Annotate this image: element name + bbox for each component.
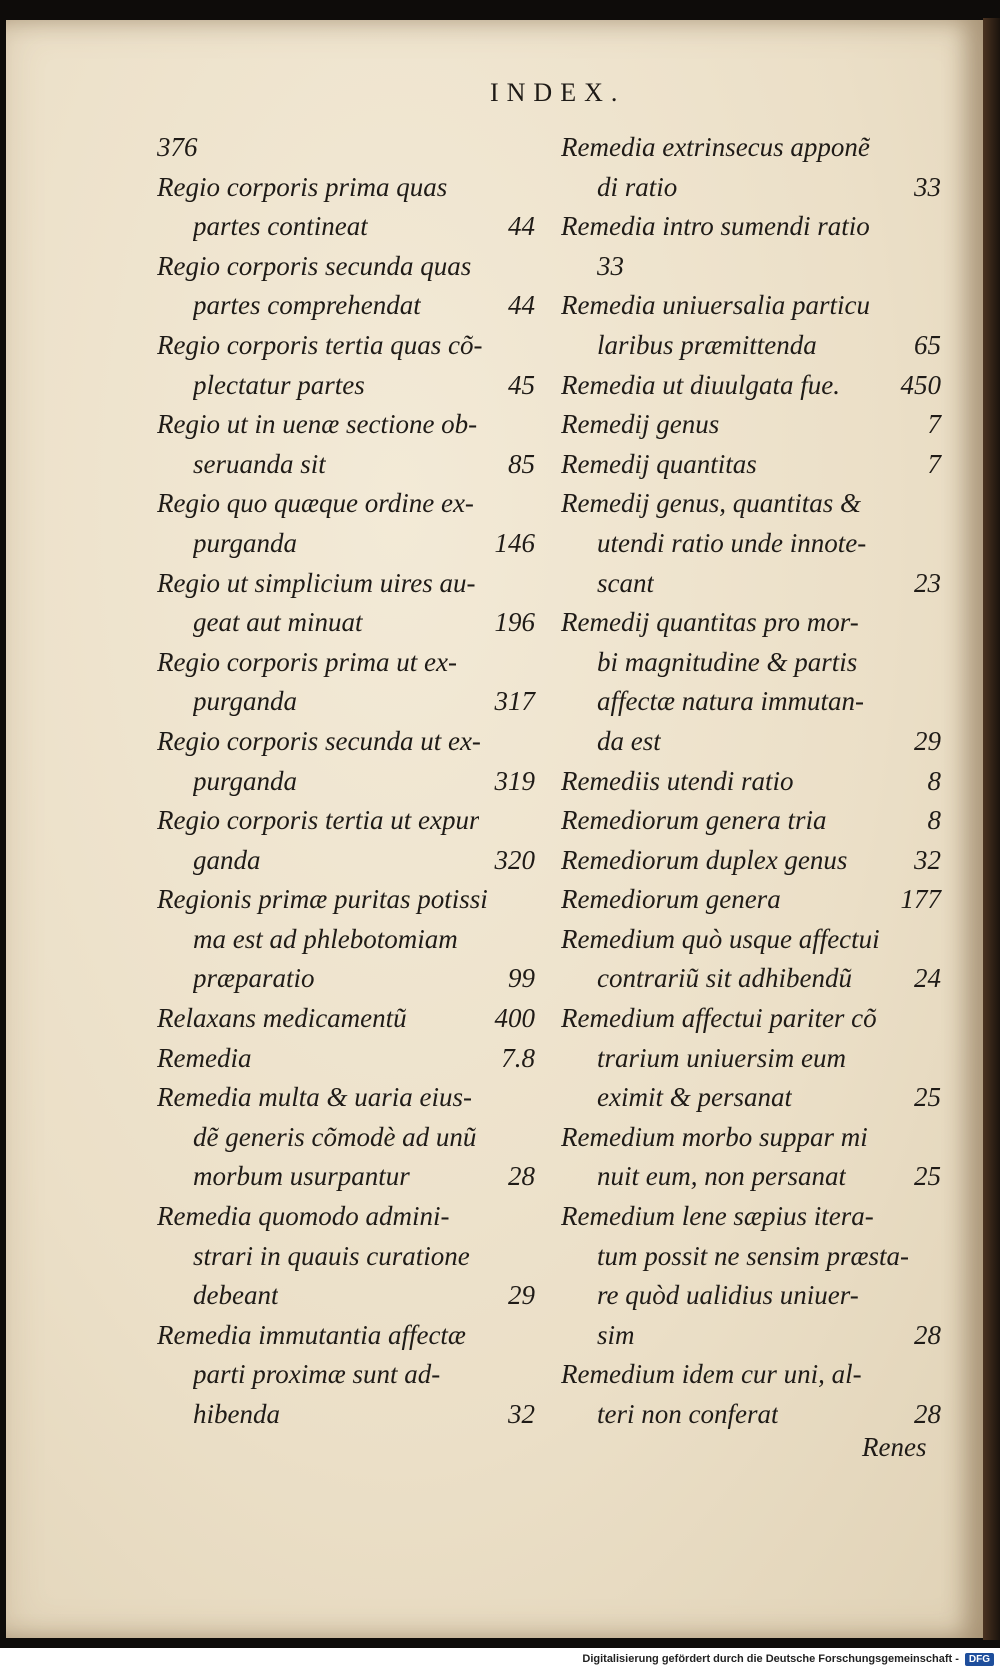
index-entry-line [561,445,941,485]
index-entry [157,564,535,643]
index-entry-line [157,207,535,247]
entry-text: Remedia ut diuulgata fue. [561,369,840,400]
index-entry-line [561,405,941,445]
entry-page-number: 65 [914,329,941,360]
entry-text: Remedia uniuersalia particu [561,290,870,321]
index-entry-line [561,247,941,287]
entry-text: strari in quauis curatione [193,1240,470,1271]
index-entry-line [157,880,535,920]
entry-page-number: 196 [494,607,535,638]
index-entry [561,1355,941,1434]
index-entry [157,643,535,722]
index-entry-line [561,1157,941,1197]
index-entry [157,1197,535,1316]
entry-text: trarium uniuersim eum [597,1042,846,1073]
entry-text: affectæ natura immutan- [597,686,864,717]
entry-text: contrariũ sit adhibendũ [597,963,852,994]
entry-page-number: 25 [914,1161,941,1192]
entry-text: debeant [193,1280,279,1311]
index-entry [157,326,535,405]
index-entry-line [561,128,941,168]
index-entry-line [561,1197,941,1237]
entry-text: geat aut minuat [193,607,363,638]
entry-text: hibenda [193,1399,280,1429]
index-entry-line [157,682,535,722]
index-entry-line [561,841,941,881]
entry-page-number: 28 [914,1319,941,1350]
index-entry-line [157,445,535,485]
index-entry [561,1197,941,1355]
entry-text: Remedium affectui pariter cõ [561,1003,877,1034]
index-entry-line [561,801,941,841]
index-entry [561,1118,941,1197]
index-entry [561,999,941,1118]
index-entry [561,445,941,485]
index-entry-line [157,247,535,287]
entry-page-number: 146 [494,527,535,558]
index-entry-line [157,722,535,762]
index-entry-line [157,168,535,208]
entry-text: Remedia intro sumendi ratio [561,211,870,242]
entry-page-number: 32 [508,1399,535,1429]
index-entry [157,801,535,880]
entry-text: Regio corporis tertia quas cõ- [157,329,483,360]
entry-text: Remedij genus, quantitas & [561,488,861,519]
index-entry-line [157,801,535,841]
index-entry-line [157,1395,535,1435]
entry-text: Remedium idem cur uni, al- [561,1359,862,1390]
entry-text: Regio corporis secunda ut ex- [157,725,481,756]
index-entry [157,405,535,484]
index-entry-line [561,326,941,366]
entry-page-number: 44 [508,211,535,242]
index-entry-line [561,880,941,920]
footer-credit: Digitalisierung gefördert durch die Deutsche Forschungsgemeinschaft - [582,1653,959,1665]
index-entry [157,1316,535,1435]
index-entry [157,880,535,999]
entry-text: ma est ad phlebotomiam [193,923,458,954]
index-entry-line [157,1118,535,1158]
index-entry-line [157,603,535,643]
entry-text: Remediorum duplex genus [561,844,848,875]
index-entry-line [157,128,535,168]
index-entry-line [561,1118,941,1158]
entry-text: Regio quo quæque ordine ex- [157,488,474,519]
index-entry-line [561,484,941,524]
entry-text: di ratio [597,171,678,202]
entry-page-number: 99 [508,963,535,994]
entry-text: Remedium morbo suppar mi [561,1121,868,1152]
entry-text: Remediorum genera [561,884,781,915]
entry-page-number: 44 [508,290,535,321]
index-entry [561,405,941,445]
entry-page-number: 28 [508,1161,535,1192]
index-entry-line [157,643,535,683]
entry-text: Relaxans medicamentũ [157,1003,407,1034]
index-entry-line [157,564,535,604]
entry-text: partes contineat [193,211,368,242]
index-entry [157,168,535,247]
index-entry-line [157,286,535,326]
index-entry-line [157,920,535,960]
index-entry-line [157,1039,535,1079]
index-entry-line [157,405,535,445]
index-entry [561,762,941,802]
index-entry [561,128,941,207]
entry-page-number: 29 [508,1280,535,1311]
entry-page-number: 177 [900,884,941,915]
index-entry-line [561,1355,941,1395]
entry-text: nuit eum, non persanat [597,1161,846,1192]
entry-text: 33 [597,250,624,281]
index-entry-line [157,484,535,524]
entry-text: Remediis utendi ratio [561,765,794,796]
entry-text: laribus præmittenda [597,329,817,360]
entry-text: seruanda sit [193,448,326,479]
entry-text: purganda [193,686,298,717]
index-entry-line [561,564,941,604]
book-spine [983,18,1000,1640]
entry-text: Regio ut in uenæ sectione ob- [157,409,478,440]
entry-text: utendi ratio unde innote- [597,527,867,558]
index-entry-line [561,1395,941,1435]
index-entry-line [561,1078,941,1118]
entry-text: parti proximæ sunt ad- [193,1359,441,1390]
index-entry [561,366,941,406]
index-entry-line [561,722,941,762]
index-entry-line [561,603,941,643]
entry-text: Remedium quò usque affectui [561,923,880,954]
entry-page-number: 450 [900,369,941,400]
index-entry [561,880,941,920]
entry-text: scant [597,567,654,598]
index-entry [157,247,535,326]
entry-text: tum possit ne sensim præsta- [597,1240,910,1271]
entry-text: Regio corporis secunda quas [157,250,472,281]
index-entry [157,128,535,168]
entry-page-number: 8 [927,765,941,796]
entry-page-number: 400 [494,1003,535,1034]
entry-page-number: 28 [914,1399,941,1429]
index-entry-line [157,366,535,406]
index-entry [157,1078,535,1197]
entry-text: Remedia immutantia affectæ [157,1319,466,1350]
index-entry-line [561,643,941,683]
index-entry-line [561,1039,941,1079]
footer-bar [0,1648,1000,1670]
entry-text: Remedia extrinsecus apponẽ [561,132,870,162]
page-header: INDEX. [490,78,626,107]
entry-page-number: 33 [914,171,941,202]
index-entry-line [561,762,941,802]
entry-text: re quòd ualidius uniuer- [597,1280,859,1311]
entry-page-number: 85 [508,448,535,479]
entry-text: Remediorum genera tria [561,805,827,836]
index-entry [157,1039,535,1079]
index-entry-line [561,366,941,406]
entry-text: morbum usurpantur [193,1161,410,1192]
entry-text: Remedia [157,1042,252,1073]
entry-page-number: 7 [927,409,941,440]
index-entry-line [157,1078,535,1118]
entry-text: præparatio [193,963,315,994]
index-entry-line [561,682,941,722]
index-entry-line [157,1237,535,1277]
entry-text: sim [597,1319,635,1350]
entry-text: Regio ut simplicium uires au- [157,567,476,598]
index-entry [561,801,941,841]
index-entry-line [561,1237,941,1277]
index-entry [157,722,535,801]
entry-text: 376 [157,132,198,162]
entry-page-number: 32 [914,844,941,875]
index-column-left [157,128,535,1435]
catchword: Renes [862,1432,927,1462]
index-entry-line [561,524,941,564]
entry-page-number: 319 [494,765,535,796]
dfg-logo-icon: DFG [965,1653,994,1666]
index-entry [561,207,941,286]
index-entry-line [157,841,535,881]
index-entry-line [561,1316,941,1356]
index-entry-line [561,207,941,247]
index-entry-line [157,1355,535,1395]
entry-page-number: 7.8 [501,1042,535,1073]
entry-page-number: 7 [927,448,941,479]
index-entry [561,920,941,999]
index-entry [561,286,941,365]
index-entry-line [157,1197,535,1237]
entry-page-number: 23 [914,567,941,598]
entry-text: Regionis primæ puritas potissi [157,884,488,915]
entry-text: Regio corporis prima quas [157,171,448,202]
entry-page-number: 29 [914,725,941,756]
index-entry-line [561,920,941,960]
index-entry [561,484,941,603]
entry-text: Remedij genus [561,409,720,440]
entry-text: Remedij quantitas pro mor- [561,607,859,638]
entry-text: dẽ generis cõmodè ad unũ [193,1121,477,1152]
index-entry-line [157,524,535,564]
entry-text: plectatur partes [193,369,365,400]
index-column-right [561,128,941,1435]
entry-text: ganda [193,844,261,875]
index-entry-line [561,999,941,1039]
entry-text: Remedia quomodo admini- [157,1201,450,1232]
entry-text: Regio corporis tertia ut expur [157,805,480,836]
entry-text: eximit & persanat [597,1082,792,1113]
index-entry-line [561,286,941,326]
index-entry-line [157,326,535,366]
index-entry-line [561,959,941,999]
entry-text: Regio corporis prima ut ex- [157,646,457,677]
index-entry-line [561,1276,941,1316]
entry-text: Remedium lene sæpius itera- [561,1201,874,1232]
index-entry-line [157,959,535,999]
index-entry [157,999,535,1039]
index-entry-line [157,1157,535,1197]
entry-text: teri non conferat [597,1399,779,1429]
entry-page-number: 8 [927,805,941,836]
index-entry-line [157,1276,535,1316]
entry-page-number: 24 [914,963,941,994]
entry-text: da est [597,725,661,756]
entry-text: partes comprehendat [193,290,421,321]
index-entry-line [561,168,941,208]
entry-page-number: 320 [494,844,535,875]
index-entry [561,603,941,761]
index-entry [561,841,941,881]
entry-text: purganda [193,527,298,558]
index-entry-line [157,999,535,1039]
entry-page-number: 45 [508,369,535,400]
index-entry [157,484,535,563]
entry-text: purganda [193,765,298,796]
index-entry-line [157,762,535,802]
entry-page-number: 25 [914,1082,941,1113]
index-entry-line [157,1316,535,1356]
entry-text: Remedij quantitas [561,448,757,479]
entry-text: bi magnitudine & partis [597,646,858,677]
entry-page-number: 317 [494,686,535,717]
entry-text: Remedia multa & uaria eius- [157,1082,472,1113]
